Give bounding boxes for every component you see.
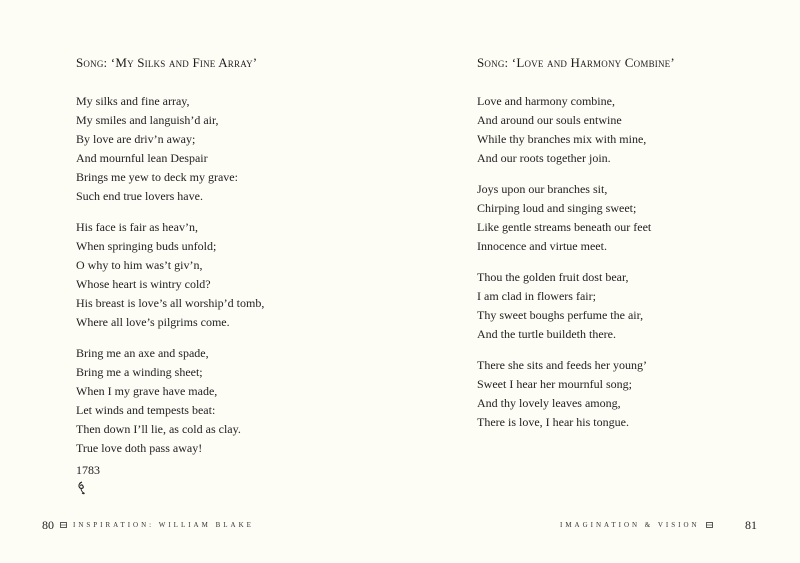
poem-line: Sweet I hear her mournful song; [477, 377, 632, 391]
poem-line: O why to him was’t giv’n, [76, 258, 203, 272]
poem-line: Love and harmony combine, [477, 94, 615, 108]
poem-line: By love are driv’n away; [76, 132, 196, 146]
poem-line: Such end true lovers have. [76, 189, 203, 203]
poem-line: Innocence and virtue meet. [477, 239, 607, 253]
poem-line: And our roots together join. [477, 151, 611, 165]
poem-line: His breast is love’s all worship’d tomb, [76, 296, 265, 310]
stanza [477, 92, 651, 168]
right-page [400, 0, 800, 563]
poem-line: There she sits and feeds her young’ [477, 358, 647, 372]
poem-line: While thy branches mix with mine, [477, 132, 647, 146]
leaf-flourish-icon [77, 481, 87, 495]
poem-line: Bring me an axe and spade, [76, 346, 209, 360]
poem-line: Thou the golden fruit dost bear, [477, 270, 629, 284]
poem-line: Bring me a winding sheet; [76, 365, 203, 379]
poem-body [76, 92, 264, 470]
poem-line: There is love, I hear his tongue. [477, 415, 629, 429]
poem-line: Let winds and tempests beat: [76, 403, 216, 417]
poem-line: My silks and fine array, [76, 94, 190, 108]
poem-line: And around our souls entwine [477, 113, 622, 127]
page-number: 80 [42, 518, 54, 532]
square-ornament-icon [706, 522, 713, 528]
stanza [477, 180, 651, 256]
stanza [76, 344, 264, 458]
running-head [560, 521, 713, 529]
poem-title: Song: ‘Love and Harmony Combine’ [477, 55, 675, 70]
poem-line: I am clad in flowers fair; [477, 289, 596, 303]
running-head-text: IMAGINATION & VISION [560, 521, 700, 529]
poem-title: Song: ‘My Silks and Fine Array’ [76, 55, 258, 70]
poem-line: Like gentle streams beneath our feet [477, 220, 652, 234]
poem-line: Chirping loud and singing sweet; [477, 201, 637, 215]
stanza [76, 218, 264, 332]
poem-line: Then down I’ll lie, as cold as clay. [76, 422, 241, 436]
running-head-text: INSPIRATION: WILLIAM BLAKE [73, 521, 254, 529]
poem-line: And the turtle buildeth there. [477, 327, 616, 341]
poem-line: When I my grave have made, [76, 384, 218, 398]
poem-line: And thy lovely leaves among, [477, 396, 621, 410]
poem-line: And mournful lean Despair [76, 151, 208, 165]
poem-date: 1783 [76, 463, 100, 477]
poem-line: His face is fair as heav’n, [76, 220, 198, 234]
stanza [477, 356, 651, 432]
page-number: 81 [745, 518, 757, 532]
poem-line: Brings me yew to deck my grave: [76, 170, 238, 184]
stanza [76, 92, 264, 206]
poem-line: When springing buds unfold; [76, 239, 217, 253]
poem-line: My smiles and languish’d air, [76, 113, 219, 127]
poem-line: Thy sweet boughs perfume the air, [477, 308, 644, 322]
square-ornament-icon [60, 522, 67, 528]
poem-line: Joys upon our branches sit, [477, 182, 608, 196]
poem-line: True love doth pass away! [76, 441, 203, 455]
poem-body [477, 92, 651, 444]
poem-line: Whose heart is wintry cold? [76, 277, 211, 291]
stanza [477, 268, 651, 344]
poem-line: Where all love’s pilgrims come. [76, 315, 230, 329]
running-head [60, 521, 254, 529]
